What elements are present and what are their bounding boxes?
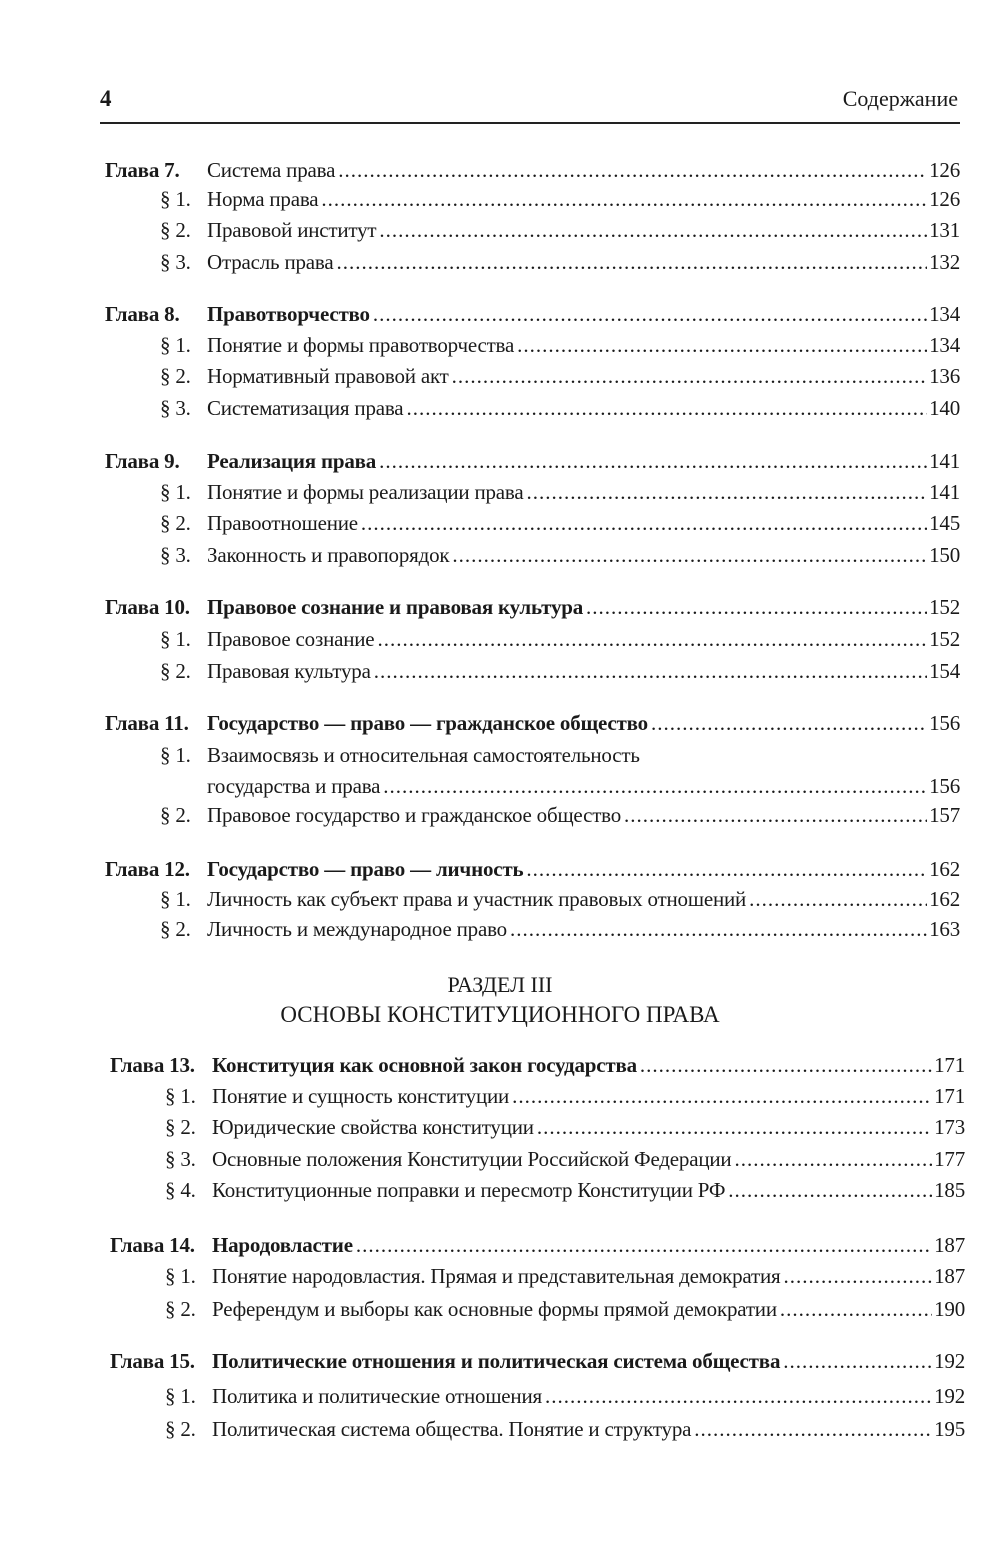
entry-title: Система права: [207, 158, 336, 182]
page-ref: 162: [929, 857, 960, 881]
page-ref: 132: [929, 250, 960, 274]
running-title: Содержание: [842, 86, 958, 111]
entry-title: Систематизация права: [207, 396, 404, 420]
entry-title: Политическая система общества. Понятие и структура: [212, 1417, 692, 1441]
dot-leader: [545, 1384, 932, 1409]
page-ref: 136: [929, 364, 960, 388]
paragraph-label: § 2.: [160, 917, 191, 941]
page-ref: 134: [929, 302, 960, 326]
toc-paragraph-entry[interactable]: [0, 480, 1000, 510]
dot-leader: [338, 158, 927, 183]
paragraph-label: § 2.: [165, 1417, 196, 1441]
dot-leader: [361, 511, 927, 536]
paragraph-label: § 2.: [165, 1297, 196, 1321]
chapter-label: Глава 13.: [110, 1053, 195, 1077]
dot-leader: [526, 480, 927, 505]
dot-leader: [379, 218, 927, 243]
dot-leader: [383, 774, 927, 799]
paragraph-label: § 1.: [165, 1384, 196, 1408]
entry-title: Народовластие: [212, 1233, 353, 1257]
entry-title: Нормативный правовой акт: [207, 364, 449, 388]
page-ref: 126: [929, 187, 960, 211]
toc-paragraph-entry[interactable]: [0, 627, 1000, 657]
page-ref: 192: [934, 1349, 965, 1373]
page-ref: 187: [934, 1264, 965, 1288]
toc-chapter-entry[interactable]: [0, 595, 1000, 625]
page-ref: 173: [934, 1115, 965, 1139]
paragraph-label: § 2.: [160, 803, 191, 827]
toc-paragraph-entry[interactable]: [0, 1297, 1000, 1327]
toc-paragraph-entry[interactable]: [0, 187, 1000, 217]
page-ref: 126: [929, 158, 960, 182]
entry-title: государства и права: [207, 774, 381, 798]
paragraph-label: § 2.: [160, 218, 191, 242]
entry-title: Правовая культура: [207, 659, 371, 683]
paragraph-label: § 1.: [165, 1084, 196, 1108]
toc-entry-first-line: [0, 743, 1000, 773]
chapter-label: Глава 7.: [105, 158, 180, 182]
toc-paragraph-entry[interactable]: [0, 887, 1000, 917]
paragraph-label: § 1.: [160, 187, 191, 211]
toc-chapter-entry[interactable]: [0, 857, 1000, 887]
paragraph-label: § 1.: [165, 1264, 196, 1288]
entry-title: Реализация права: [207, 449, 377, 473]
entry-title: Правовое сознание и правовая культура: [207, 595, 584, 619]
page-ref: 152: [929, 627, 960, 651]
dot-leader: [373, 302, 927, 327]
page-ref: 145: [929, 511, 960, 535]
page-ref: 156: [929, 774, 960, 798]
entry-title: Конституция как основной закон государства: [212, 1053, 637, 1077]
entry-title: Государство — право — личность: [207, 857, 524, 881]
page-ref: 190: [934, 1297, 965, 1321]
dot-leader: [783, 1349, 932, 1374]
page-ref: 156: [929, 711, 960, 735]
toc-paragraph-entry[interactable]: [0, 364, 1000, 394]
toc-paragraph-entry[interactable]: [0, 803, 1000, 833]
dot-leader: [624, 803, 927, 828]
entry-title: Конституционные поправки и пересмотр Конституции РФ: [212, 1178, 726, 1202]
paragraph-label: § 3.: [160, 396, 191, 420]
chapter-label: Глава 10.: [105, 595, 190, 619]
page-ref: 171: [934, 1053, 965, 1077]
paragraph-label: § 3.: [160, 250, 191, 274]
page-ref: 150: [929, 543, 960, 567]
toc-paragraph-entry[interactable]: [0, 1264, 1000, 1294]
toc-chapter-entry[interactable]: [0, 1349, 1000, 1379]
toc-chapter-entry[interactable]: [0, 158, 1000, 188]
chapter-label: Глава 9.: [105, 449, 180, 473]
page-ref: 177: [934, 1147, 965, 1171]
page-ref: 134: [929, 333, 960, 357]
dot-leader: [586, 595, 927, 620]
paragraph-label: § 1.: [160, 887, 191, 911]
paragraph-label: § 1.: [160, 333, 191, 357]
entry-title: Государство — право — гражданское общество: [207, 711, 648, 735]
dot-leader: [640, 1053, 932, 1078]
entry-title: Правотворчество: [207, 302, 370, 326]
dot-leader: [356, 1233, 932, 1258]
entry-title: Политика и политические отношения: [212, 1384, 542, 1408]
dot-leader: [406, 396, 927, 421]
dot-leader: [537, 1115, 932, 1140]
toc-paragraph-entry[interactable]: [0, 1115, 1000, 1145]
section-title: ОСНОВЫ КОНСТИТУЦИОННОГО ПРАВА: [280, 1002, 720, 1027]
dot-leader: [374, 659, 927, 684]
toc-chapter-entry[interactable]: [0, 1233, 1000, 1263]
paragraph-label: § 3.: [160, 543, 191, 567]
entry-title: Понятие народовластия. Прямая и представительная демократия: [212, 1264, 781, 1288]
toc-paragraph-entry[interactable]: [0, 511, 1000, 541]
toc-paragraph-entry[interactable]: [0, 774, 1000, 804]
entry-title: Правоотношение: [207, 511, 358, 535]
entry-title: Отрасль права: [207, 250, 334, 274]
toc-chapter-entry[interactable]: [0, 449, 1000, 479]
dot-leader: [452, 364, 927, 389]
dot-leader: [377, 627, 927, 652]
page-ref: 140: [929, 396, 960, 420]
page-number: 4: [100, 86, 112, 111]
toc-chapter-entry[interactable]: [0, 1053, 1000, 1083]
dot-leader: [728, 1178, 932, 1203]
entry-title: Личность как субъект права и участник правовых отношений: [207, 887, 747, 911]
dot-leader: [321, 187, 927, 212]
entry-title: Норма права: [207, 187, 319, 211]
page-ref: 154: [929, 659, 960, 683]
dot-leader: [694, 1417, 932, 1442]
page-ref: 157: [929, 803, 960, 827]
page-ref: 131: [929, 218, 960, 242]
paragraph-label: § 2.: [160, 364, 191, 388]
toc-chapter-entry[interactable]: [0, 711, 1000, 741]
page-ref: 163: [929, 917, 960, 941]
paragraph-label: § 2.: [160, 511, 191, 535]
toc-chapter-entry[interactable]: [0, 302, 1000, 332]
entry-title: Понятие и формы правотворчества: [207, 333, 515, 357]
toc-paragraph-entry[interactable]: [0, 659, 1000, 689]
dot-leader: [783, 1264, 932, 1289]
toc-paragraph-entry[interactable]: [0, 543, 1000, 573]
toc-paragraph-entry[interactable]: [0, 1417, 1000, 1447]
dot-leader: [379, 449, 927, 474]
entry-title-first-line: Взаимосвязь и относительная самостоятельность: [207, 743, 640, 767]
chapter-label: Глава 15.: [110, 1349, 195, 1373]
toc-paragraph-entry[interactable]: [0, 1178, 1000, 1208]
toc-paragraph-entry[interactable]: [0, 218, 1000, 248]
dot-leader: [517, 333, 927, 358]
dot-leader: [734, 1147, 932, 1172]
entry-title: Политические отношения и политическая система общества: [212, 1349, 781, 1373]
page-ref: 141: [929, 449, 960, 473]
paragraph-label: § 3.: [165, 1147, 196, 1171]
toc-paragraph-entry[interactable]: [0, 250, 1000, 280]
toc-paragraph-entry[interactable]: [0, 333, 1000, 363]
toc-paragraph-entry[interactable]: [0, 396, 1000, 426]
paragraph-label: § 2.: [165, 1115, 196, 1139]
dot-leader: [526, 857, 927, 882]
page-ref: 152: [929, 595, 960, 619]
page-ref: 195: [934, 1417, 965, 1441]
paragraph-label: § 1.: [160, 480, 191, 504]
paragraph-label: § 2.: [160, 659, 191, 683]
page-ref: 162: [929, 887, 960, 911]
page-ref: 187: [934, 1233, 965, 1257]
page-ref: 185: [934, 1178, 965, 1202]
entry-title: Правовое государство и гражданское общество: [207, 803, 622, 827]
chapter-label: Глава 12.: [105, 857, 190, 881]
dot-leader: [336, 250, 927, 275]
entry-title: Правовой институт: [207, 218, 377, 242]
dot-leader: [651, 711, 927, 736]
entry-title: Юридические свойства конституции: [212, 1115, 534, 1139]
chapter-label: Глава 14.: [110, 1233, 195, 1257]
entry-title: Понятие и формы реализации права: [207, 480, 524, 504]
section-label: РАЗДЕЛ III: [447, 972, 553, 997]
chapter-label: Глава 11.: [105, 711, 189, 735]
dot-leader: [452, 543, 927, 568]
entry-title: Личность и международное право: [207, 917, 507, 941]
page-ref: 192: [934, 1384, 965, 1408]
toc-paragraph-entry[interactable]: [0, 917, 1000, 947]
entry-title: Основные положения Конституции Российской Федерации: [212, 1147, 732, 1171]
toc-paragraph-entry[interactable]: [0, 1384, 1000, 1414]
entry-title: Референдум и выборы как основные формы прямой демократии: [212, 1297, 777, 1321]
toc-paragraph-entry[interactable]: [0, 1084, 1000, 1114]
dot-leader: [512, 1084, 932, 1109]
entry-title: Понятие и сущность конституции: [212, 1084, 510, 1108]
chapter-label: Глава 8.: [105, 302, 180, 326]
header-rule: [100, 122, 960, 124]
dot-leader: [780, 1297, 932, 1322]
paragraph-label: § 4.: [165, 1178, 196, 1202]
page-ref: 171: [934, 1084, 965, 1108]
paragraph-label: § 1.: [160, 627, 191, 651]
paragraph-label: § 1.: [160, 743, 191, 767]
entry-title: Правовое сознание: [207, 627, 375, 651]
toc-paragraph-entry[interactable]: [0, 1147, 1000, 1177]
page-ref: 141: [929, 480, 960, 504]
dot-leader: [749, 887, 927, 912]
dot-leader: [510, 917, 927, 942]
entry-title: Законность и правопорядок: [207, 543, 450, 567]
